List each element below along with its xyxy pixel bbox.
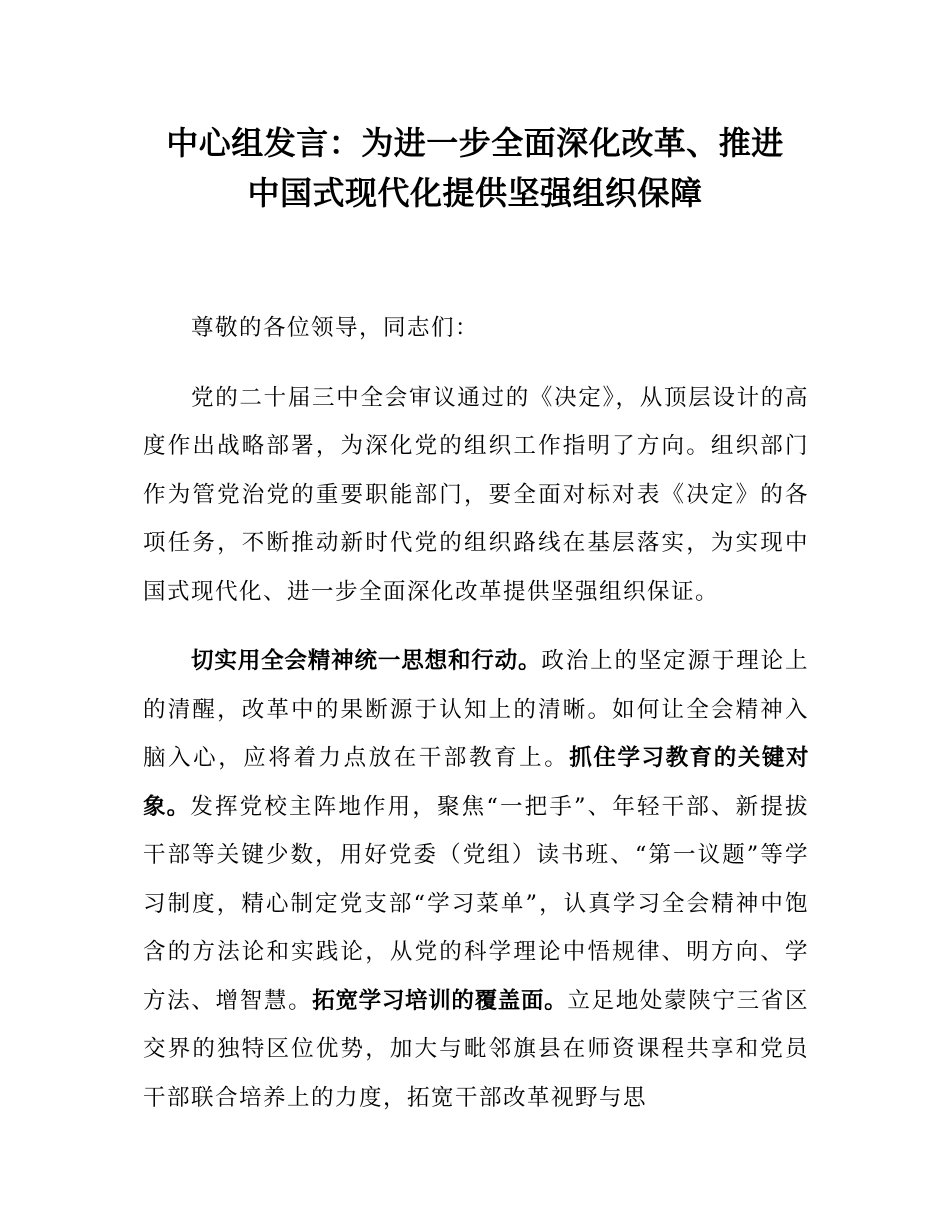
paragraph-2-text-3: 立足地处蒙陕宁三省区交界的独特区位优势，加大与毗邻旗县在师资课程共享和党员干部联合培养上的力度，拓宽干部改革视野与思	[143, 987, 809, 1111]
greeting: 尊敬的各位领导，同志们：	[191, 315, 480, 341]
paragraph-1: 党的二十届三中全会审议通过的《决定》，从顶层设计的高度作出战略部署，为深化党的组织工作指明了方向。组织部门作为管党治党的重要职能部门，要全面对标对表《决定》的各项任务，不断推动新时代党的组织路线在基层落实，为实现中国式现代化、进一步全面深化改革提供坚强组织保证。	[143, 384, 809, 605]
paragraph-2-text-2: 发挥党校主阵地作用，聚焦“一把手”、年轻干部、新提拔干部等关键少数，用好党委（党组）读书班、“第一议题”等学习制度，精心制定党支部“学习菜单”，认真学习全会精神中饱含的方法论和实践论，从党的科学理论中悟规律、明方向、学方法、增智慧。	[143, 793, 809, 1014]
paragraph-2-subheading-2: 拓宽学习培训的覆盖面。	[312, 987, 568, 1014]
paragraph-2	[143, 637, 809, 1122]
paragraph-2-subheading-1: 抓住学习教育的关键对象。	[143, 745, 809, 820]
paragraph-2-heading: 切实用全会精神统一思想和行动。	[191, 648, 542, 674]
title-line-2: 中国式现代化提供坚强组织保障	[247, 174, 703, 212]
document-body	[143, 304, 809, 1142]
document-title	[100, 118, 850, 218]
paragraph-2-text-1: 政治上的坚定源于理论上的清醒，改革中的果断源于认知上的清晰。如何让全会精神入脑入心，应将着力点放在干部教育上。	[143, 648, 809, 771]
title-line-1: 中心组发言：为进一步全面深化改革、推进	[166, 124, 784, 162]
